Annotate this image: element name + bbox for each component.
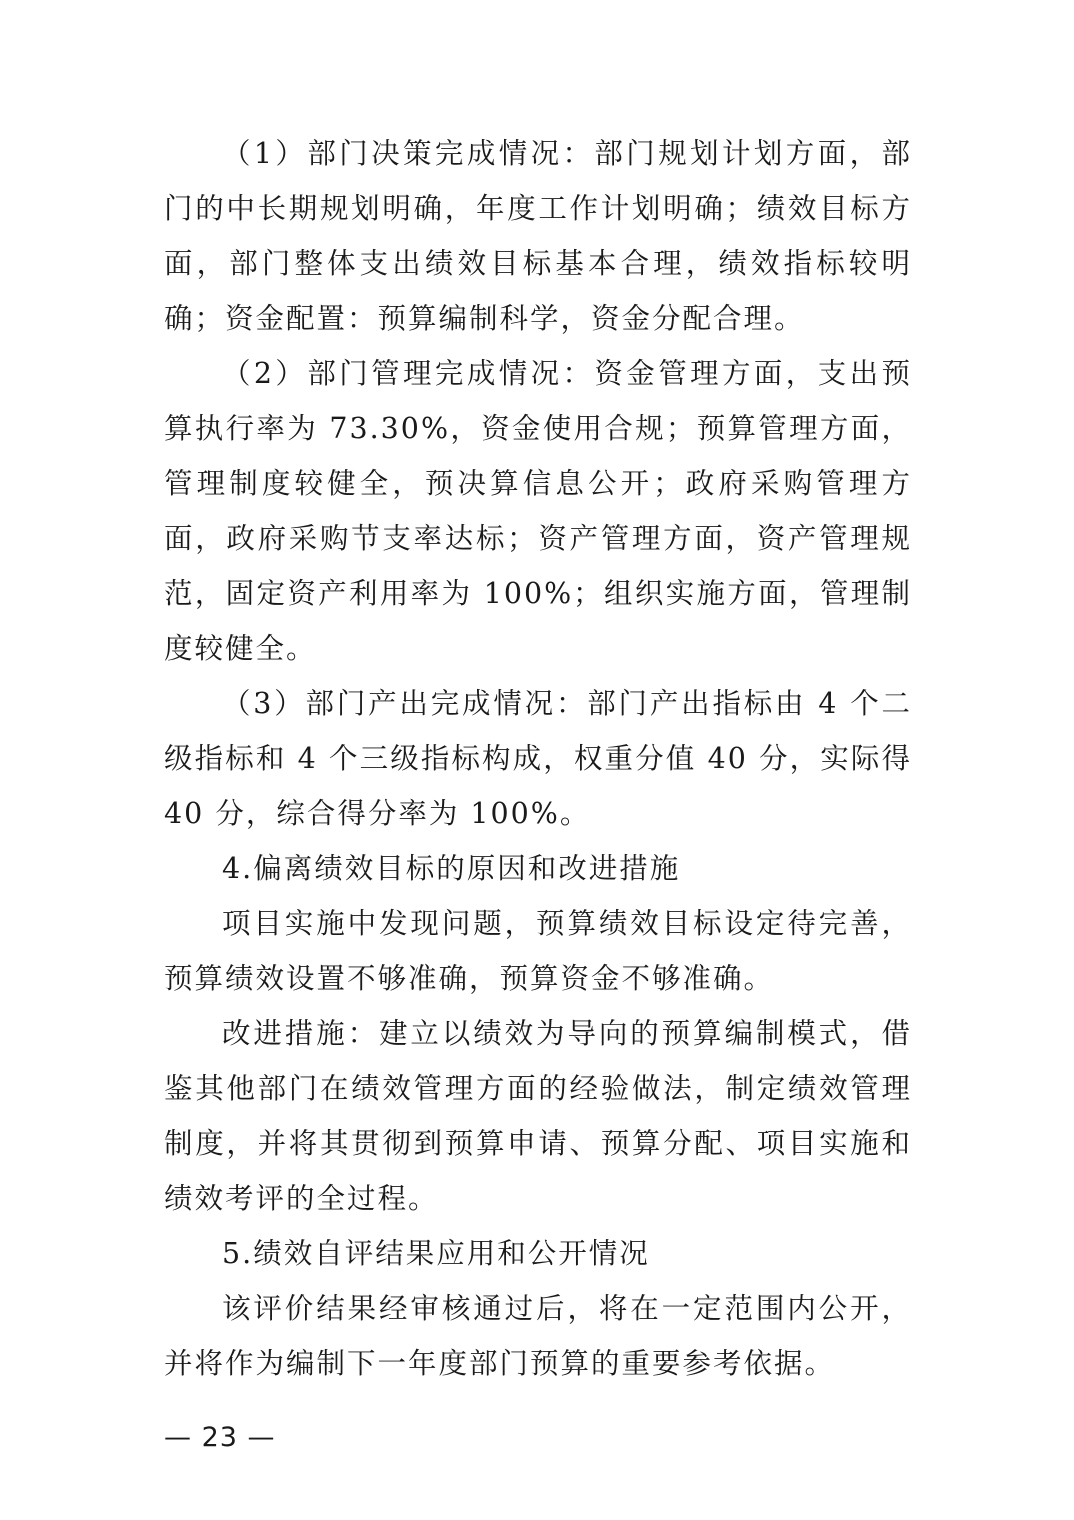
paragraph-result-disclosure: 该评价结果经审核通过后，将在一定范围内公开，并将作为编制下一年度部门预算的重要参考依据。 [164, 1292, 912, 1380]
paragraph-improvement-measures: 改进措施：建立以绩效为导向的预算编制模式，借鉴其他部门在绩效管理方面的经验做法，制定绩效管理制度，并将其贯彻到预算申请、预算分配、项目实施和绩效考评的全过程。 [164, 1017, 912, 1215]
paragraph-department-management: （2）部门管理完成情况：资金管理方面，支出预算执行率为 73.30%，资金使用合规；预算管理方面，管理制度较健全，预决算信息公开；政府采购管理方面，政府采购节支率达标；资产管理方面，资产管理规范，固定资产利用率为 100%；组织实施方面，管理制度较健全。 [164, 357, 912, 665]
section-heading-result-application: 5.绩效自评结果应用和公开情况 [222, 1237, 650, 1270]
paragraph-department-output: （3）部门产出完成情况：部门产出指标由 4 个二级指标和 4 个三级指标构成，权重分值 40 分，实际得 40 分，综合得分率为 100%。 [164, 687, 912, 830]
document-body [164, 126, 912, 1391]
section-heading-deviation-reasons: 4.偏离绩效目标的原因和改进措施 [222, 852, 681, 885]
page-number: — 23 — [164, 1422, 276, 1453]
paragraph-department-decision: （1）部门决策完成情况：部门规划计划方面，部门的中长期规划明确，年度工作计划明确；绩效目标方面，部门整体支出绩效目标基本合理，绩效指标较明确；资金配置：预算编制科学，资金分配合理。 [164, 137, 912, 335]
paragraph-problems-found: 项目实施中发现问题，预算绩效目标设定待完善，预算绩效设置不够准确，预算资金不够准确。 [164, 907, 912, 995]
